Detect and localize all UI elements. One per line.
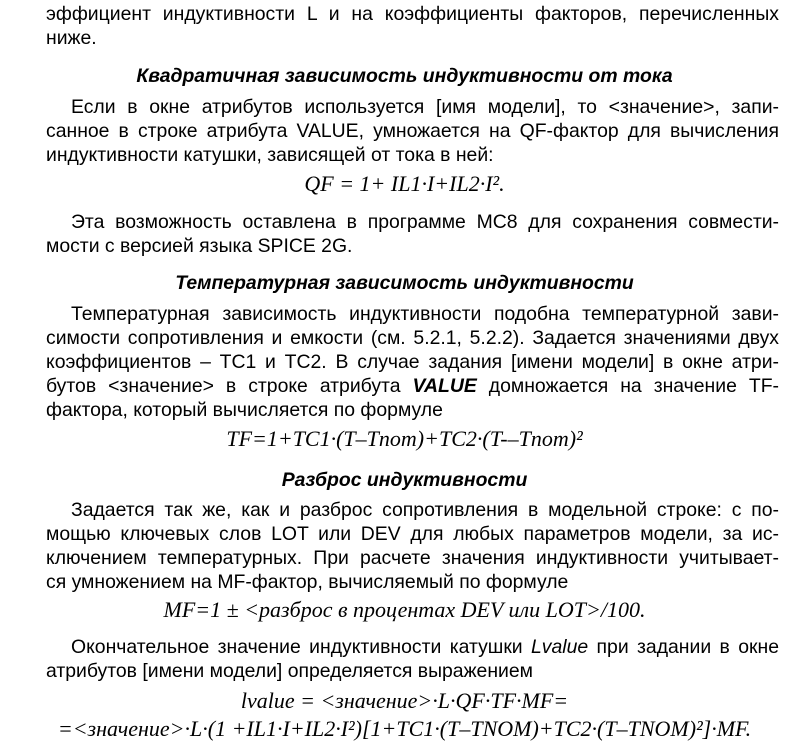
final-line-1-post: при задании в окне bbox=[588, 636, 779, 658]
quadratic-line-1: Если в окне атрибутов используется [имя модели], то <значение>, запи- bbox=[71, 96, 779, 118]
temperature-line-3: коэффициентов – TC1 и TC2. В случае задания [имени модели] в окне атри- bbox=[46, 351, 779, 373]
final-line-1 bbox=[71, 636, 779, 658]
temperature-line-4 bbox=[46, 375, 779, 397]
formula-mf: MF=1 ± <разброс в процентах DEV или LOT>/100. bbox=[163, 597, 646, 622]
intro-line-2: ниже. bbox=[46, 27, 97, 49]
intro-line-1: эффициент индуктивности L и на коэффициенты факторов, перечисленных bbox=[46, 3, 779, 25]
quadratic-note-line-1: Эта возможность оставлена в программе МС8 для сохранения совмести- bbox=[71, 211, 779, 233]
temperature-line-1: Температурная зависимость индуктивности подобна температурной зави- bbox=[71, 303, 779, 325]
temperature-line-4-pre: бутов <значение> в строке атрибута bbox=[46, 375, 413, 397]
quadratic-line-2: санное в строке атрибута VALUE, умножается на QF-фактор для вычисления bbox=[46, 120, 779, 142]
temperature-line-2: симости сопротивления и емкости (см. 5.2.1, 5.2.2). Задается значениями двух bbox=[46, 327, 779, 349]
spread-line-1: Задается так же, как и разброс сопротивления в модельной строке: с по- bbox=[71, 499, 779, 521]
spread-line-3: ключением температурных. При расчете значения индуктивности учитывает- bbox=[46, 547, 779, 569]
heading-spread: Разброс индуктивности bbox=[281, 469, 528, 491]
temperature-line-4-post: домножается на значение TF- bbox=[476, 375, 779, 397]
lvalue-term: Lvalue bbox=[531, 636, 589, 658]
value-keyword: VALUE bbox=[412, 375, 477, 397]
temperature-line-5: фактора, который вычисляется по формуле bbox=[46, 399, 443, 421]
heading-temperature: Температурная зависимость индуктивности bbox=[175, 272, 634, 294]
spread-line-2: мощью ключевых слов LOT или DEV для любых параметров модели, за ис- bbox=[46, 523, 779, 545]
quadratic-note-line-2: мости с версией языка SPICE 2G. bbox=[46, 235, 353, 257]
formula-lvalue-1: lvalue = <значение>·L·QF·TF·MF= bbox=[240, 688, 569, 713]
heading-quadratic: Квадратичная зависимость индуктивности от тока bbox=[136, 65, 673, 87]
quadratic-line-3: индуктивности катушки, зависящей от тока в ней: bbox=[46, 144, 494, 166]
formula-tf: TF=1+TC1·(T–Tnom)+TC2·(T-–Tnom)² bbox=[226, 426, 583, 451]
formula-lvalue-2: =<значение>·L·(1 +IL1·I+IL2·I²)[1+TC1·(T–TNOM)+TC2·(T–TNOM)²]·MF. bbox=[57, 716, 752, 741]
final-line-2: атрибутов [имени модели] определяется выражением bbox=[46, 660, 533, 682]
spread-line-4: ся умножением на MF-фактор, вычисляемый по формуле bbox=[46, 571, 569, 593]
formula-qf: QF = 1+ IL1·I+IL2·I². bbox=[304, 171, 505, 196]
final-line-1-pre: Окончательное значение индуктивности катушки bbox=[71, 636, 532, 658]
